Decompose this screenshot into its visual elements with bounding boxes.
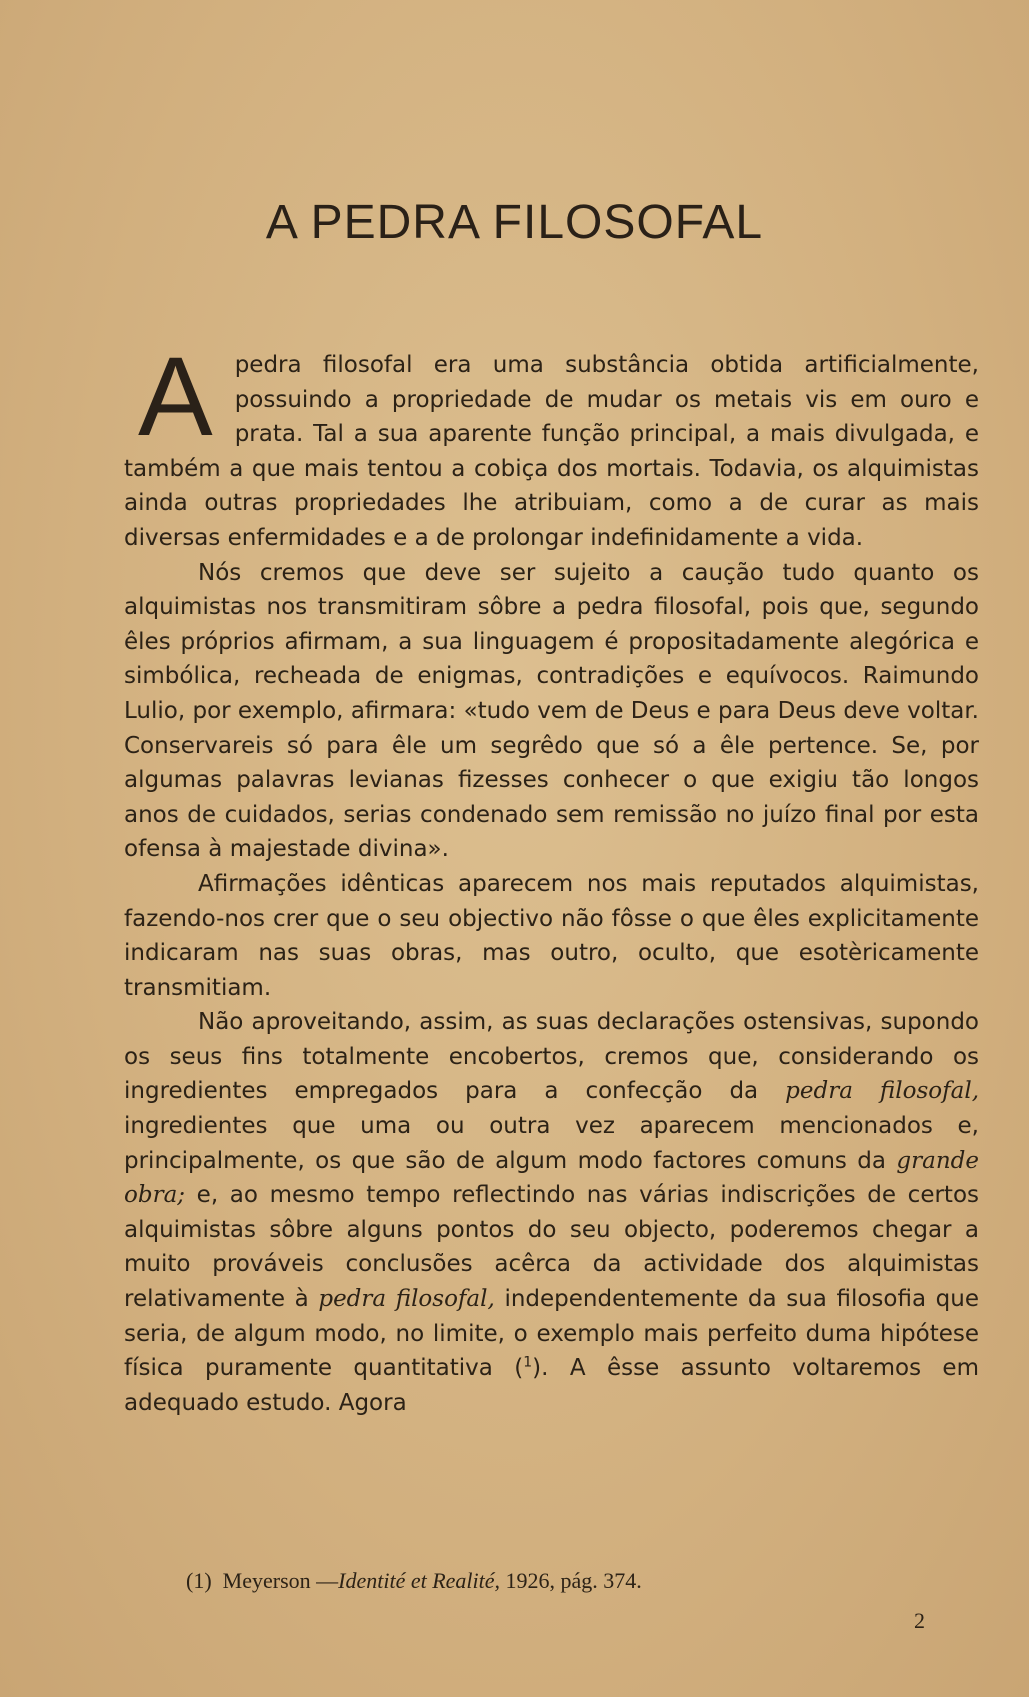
footnote-marker: (1) (186, 1568, 212, 1593)
footnote-author: Meyerson — (222, 1568, 339, 1593)
paragraph-4-part-e: ). A êsse assunto voltaremos em adequado estudo. Agora (124, 1355, 979, 1416)
paragraph-4-part-c: e, ao mesmo tempo reflectindo nas várias indiscrições de certos alquimistas sôbre alguns pontos do seu objecto, poderemos chegar a muito prováveis conclusões acêrca da actividade dos alquimistas relativamente à (124, 1182, 979, 1313)
paragraph-2: Nós cremos que deve ser sujeito a caução tudo quanto os alquimistas nos transmitiram sôbre a pedra filosofal, pois que, segundo êles próprios afirmam, a sua linguagem é propositadamente alegórica e simbólica, recheada de enigmas, contradições e equívocos. Raimundo Lulio, por exemplo, afirmara: «tudo vem de Deus e para Deus deve voltar. Conservareis só para êle um segrêdo que só a êle pertence. Se, por algumas palavras levianas fizesses conhecer o que exigiu tão longos anos de cuidados, serias condenado sem remissão no juízo final por esta ofensa à majestade divina». (124, 559, 979, 863)
footnote-reference: 1 (523, 1354, 533, 1371)
paragraph-4-part-a: Não aproveitando, assim, as suas declarações ostensivas, supondo os seus fins totalmente encobertos, cremos que, considerando os ingredientes empregados para a confecção da (124, 1009, 979, 1105)
paragraph-3: Afirmações idênticas aparecem nos mais reputados alquimistas, fazendo-nos crer que o seu objectivo não fôsse o que êles explicitamente indicaram nas suas obras, mas outro, oculto, que esotèricamente transmitiam. (124, 870, 979, 1001)
chapter-title: A PEDRA FILOSOFAL (265, 196, 764, 249)
paragraph-1 (124, 334, 979, 556)
page-number: 2 (914, 1608, 925, 1633)
footnote-details: 1926, pág. 374. (505, 1568, 642, 1593)
footnote-work-title: Identité et Realité, (338, 1568, 501, 1593)
paragraph-4 (124, 1005, 979, 1420)
paragraph-4-part-d: independentemente da sua filosofia que seria, de algum modo, no limite, o exemplo mais perfeito duma hipótese física puramente quantitativa ( (124, 1286, 980, 1382)
paragraph-4-part-b: ingredientes que uma ou outra vez aparecem mencionados e, principalmente, os que são de algum modo factores comuns da (124, 1113, 979, 1174)
body-text (124, 334, 980, 1420)
footnote (186, 1568, 886, 1594)
paragraph-1-text: pedra filosofal era uma substância obtida artificialmente, possuindo a propriedade de mudar os metais vis em ouro e prata. Tal a sua aparente função principal, a mais divulgada, e também a que mais tentou a cobiça dos mortais. Todavia, os alquimistas ainda outras propriedades lhe atribuiam, como a de curar as mais diversas enfermidades e a de prolongar indefinidamente a vida. (124, 352, 979, 551)
italic-term-pedra-filosofal-2: pedra filosofal, (318, 1286, 495, 1313)
drop-cap: A (138, 334, 213, 459)
italic-term-pedra-filosofal: pedra filosofal, (785, 1078, 980, 1105)
italic-term-grande-obra: grande obra; (124, 1147, 979, 1209)
